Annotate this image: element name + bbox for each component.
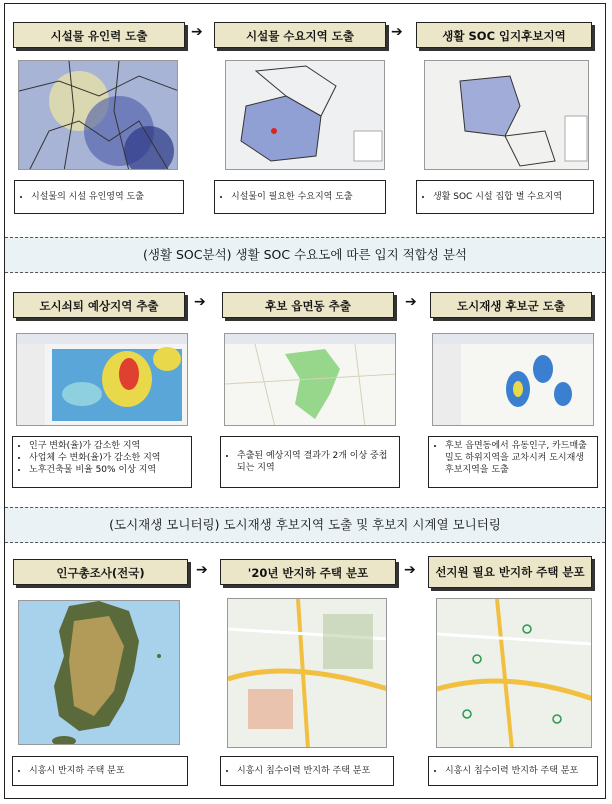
map-image-soc-candidates [424,60,589,170]
arrow-icon: ➔ [194,294,206,310]
caption-item: • 시흥시 침수이력 반지하 주택 분포 [445,765,578,777]
step-header-1-1: 시설물 유인력 도출 [13,22,185,48]
section-band-regeneration: (도시재생 모니터링) 도시재생 후보지역 도출 및 후보지 시계열 모니터링 [5,507,605,543]
map-image-candidate-districts [224,333,396,426]
step-header-1-3: 생활 SOC 입지후보지역 [416,22,592,48]
caption-box-1-2 [214,180,386,214]
step-header-3-1: 인구총조사(전국) [13,559,188,585]
step-header-2-1: 도시쇠퇴 예상지역 추출 [13,292,185,318]
step-header-1-2: 시설물 수요지역 도출 [214,22,386,48]
map-image-facility-attraction [18,60,178,170]
step-header-3-3 [428,556,592,588]
caption-item: • 시흥시 반지하 주택 분포 [29,765,125,777]
map-image-semi-basement-2020 [227,598,387,748]
caption-item: • 생활 SOC 시설 집합 별 수요지역 [433,191,562,203]
map-image-priority-semi-basement [436,598,592,748]
caption-item: • 사업체 수 변화(율)가 감소한 지역 [29,452,185,464]
caption-box-2-1 [12,436,192,488]
map-image-korea-census [18,600,180,745]
caption-box-1-3 [416,180,594,214]
arrow-icon: ➔ [196,562,208,578]
caption-box-3-1 [12,756,188,786]
caption-box-3-3 [428,756,598,786]
map-image-regeneration-candidates [432,333,594,426]
arrow-icon: ➔ [404,562,416,578]
caption-item: • 시설물의 시설 유인영역 도출 [31,191,144,203]
arrow-icon: ➔ [391,24,403,40]
caption-item: • 시설물이 필요한 수요지역 도출 [231,191,353,203]
caption-item: • 추출된 예상지역 결과가 2개 이상 중첩되는 지역 [237,450,393,474]
step-header-2-2: 후보 읍면동 추출 [222,292,394,318]
caption-item: • 인구 변화(율)가 감소한 지역 [29,440,185,452]
caption-item: • 시흥시 침수이력 반지하 주택 분포 [237,765,370,777]
step-header-3-2: '20년 반지하 주택 분포 [220,559,396,585]
section-band-soc: (생활 SOC분석) 생활 SOC 수요도에 따른 입지 적합성 분석 [5,237,605,273]
step-header-2-3: 도시재생 후보군 도출 [430,292,592,318]
caption-box-3-2 [220,756,394,786]
caption-box-2-3 [428,436,598,488]
arrow-icon: ➔ [191,24,203,40]
caption-item: • 노후건축물 비율 50% 이상 지역 [29,464,185,476]
arrow-icon: ➔ [405,294,417,310]
caption-box-1-1 [14,180,184,214]
caption-box-2-2 [220,436,400,488]
caption-item: • 후보 읍면동에서 유동인구, 카드매출 밀도 하위지역을 교차시켜 도시재생 후보지역을 도출 [445,440,591,476]
map-image-decline-areas [16,333,188,426]
step-header-label: 선지원 필요 반지하 주택 분포 [435,564,585,579]
map-image-demand-area [225,60,385,170]
